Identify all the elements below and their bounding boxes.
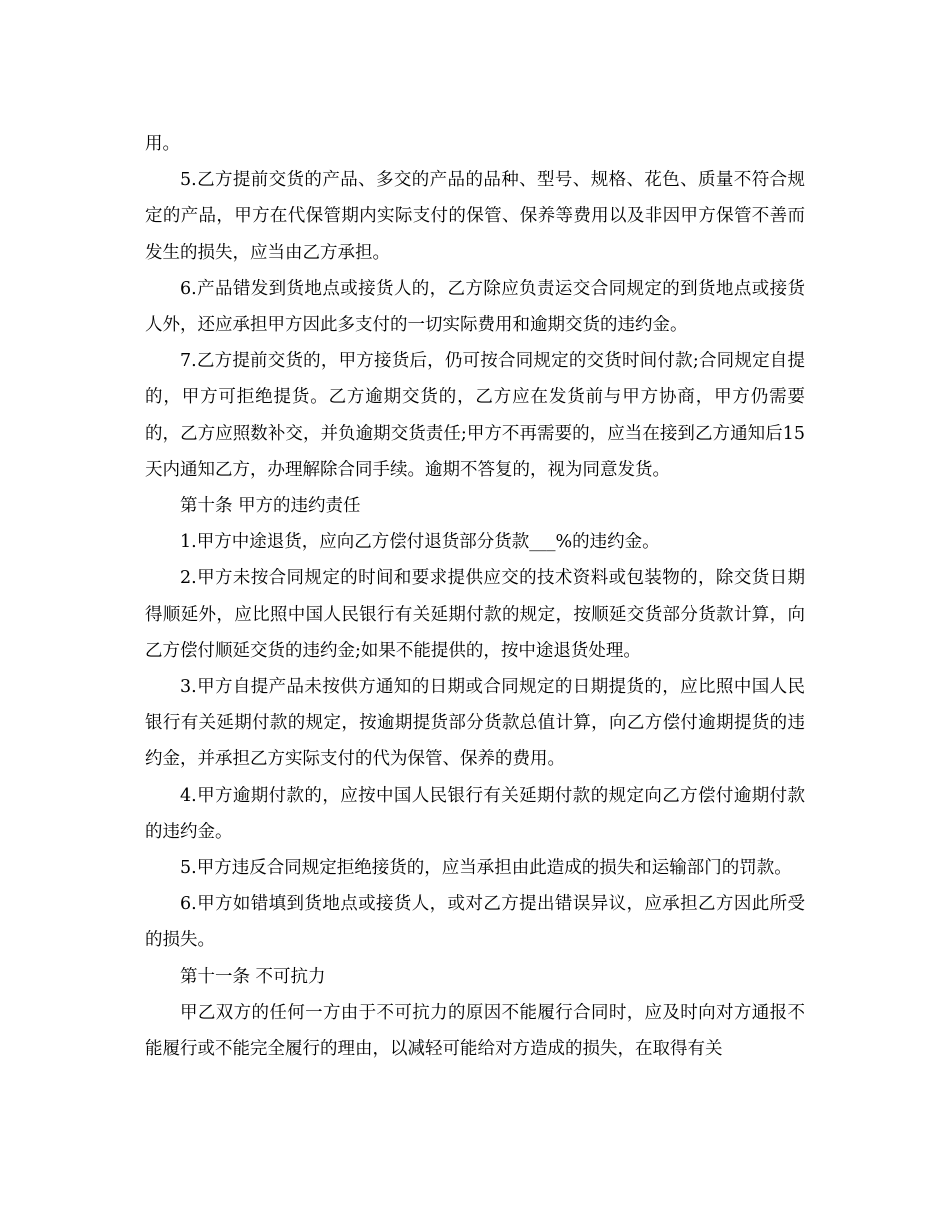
paragraph-clause-10-4: 4.甲方逾期付款的，应按中国人民银行有关延期付款的规定向乙方偿付逾期付款的违约金。: [145, 785, 805, 842]
paragraph-clause-10-5: 5.甲方违反合同规定拒绝接货的，应当承担由此造成的损失和运输部门的罚款。: [180, 858, 792, 879]
document-page: [145, 126, 805, 1067]
paragraph-clause-10-6: 6.甲方如错填到货地点或接货人，或对乙方提出错误异议，应承担乙方因此所受的损失。: [145, 894, 805, 951]
paragraph-clause-9-7: 7.乙方提前交货的，甲方接货后，仍可按合同规定的交货时间付款;合同规定自提的，甲方可拒绝提货。乙方逾期交货的，乙方应在发货前与甲方协商，甲方仍需要的，乙方应照数补交，并负逾期交货责任;甲方不再需要的，应当在接到乙方通知后15天内通知乙方，办理解除合同手续。逾期不答复的，视为同意发货。: [145, 351, 805, 480]
paragraph-clause-9-6: 6.产品错发到货地点或接货人的，乙方除应负责运交合同规定的到货地点或接货人外，还应承担甲方因此多支付的一切实际费用和逾期交货的违约金。: [145, 278, 805, 336]
paragraph-clause-10-1: 1.甲方中途退货，应向乙方偿付退货部分货款___%的违约金。: [180, 532, 660, 553]
section-heading-article-11: 第十一条 不可抗力: [180, 966, 326, 987]
paragraph-clause-10-3: 3.甲方自提产品未按供方通知的日期或合同规定的日期提货的，应比照中国人民银行有关延期付款的规定，按逾期提货部分货款总值计算，向乙方偿付逾期提货的违约金，并承担乙方实际支付的代为保管、保养的费用。: [145, 677, 805, 770]
paragraph-force-majeure: 甲乙双方的任何一方由于不可抗力的原因不能履行合同时，应及时向对方通报不能履行或不能完全履行的理由，以减轻可能给对方造成的损失，在取得有关: [145, 1002, 805, 1060]
paragraph-continuation: 用。: [145, 134, 180, 154]
section-heading-article-10: 第十条 甲方的违约责任: [180, 496, 361, 517]
paragraph-clause-9-5: 5.乙方提前交货的产品、多交的产品的品种、型号、规格、花色、质量不符合规定的产品，甲方在代保管期内实际支付的保管、保养等费用以及非因甲方保管不善而发生的损失，应当由乙方承担。: [145, 170, 805, 263]
paragraph-clause-10-2: 2.甲方未按合同规定的时间和要求提供应交的技术资料或包装物的，除交货日期得顺延外，应比照中国人民银行有关延期付款的规定，按顺延交货部分货款计算，向乙方偿付顺延交货的违约金;如果不能提供的，按中途退货处理。: [145, 568, 805, 661]
